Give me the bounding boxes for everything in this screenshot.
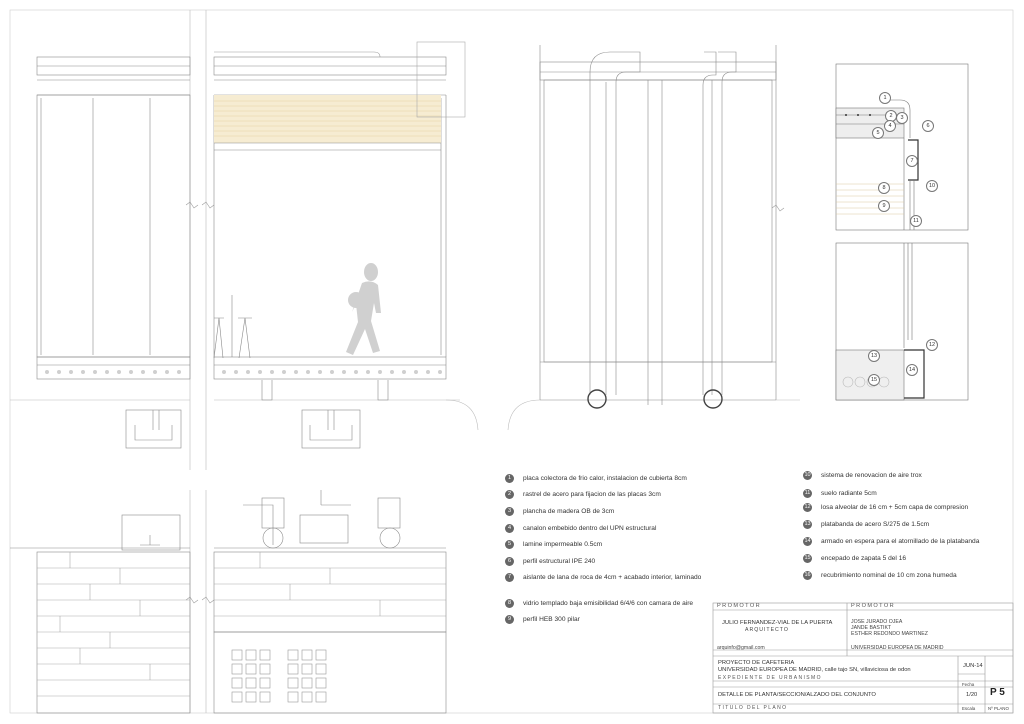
- team-line-3: ESTHER REDONDO MARTINEZ: [851, 631, 928, 637]
- legend-item-6: 6 perfil estructural IPE 240: [505, 555, 595, 567]
- expediente-label: EXPEDIENTE DE URBANISMO: [718, 675, 822, 681]
- escala-label: Escala: [962, 706, 976, 711]
- team-line-1: JOSE JURADO OJEA: [851, 619, 903, 625]
- legend-item-9: 9 perfil HEB 300 pilar: [505, 613, 580, 625]
- detail-drawing-bottom: [836, 243, 968, 400]
- legend-item-11: 11 suelo radiante 5cm: [804, 489, 877, 497]
- legend-item-15: 15 encepado de zapata 5 del 16: [804, 554, 907, 562]
- callout-3: 3: [896, 112, 908, 124]
- legend-item-8: 8 vidrio templado baja emisibilidad 6/4/6 con camara de aire: [505, 597, 693, 609]
- university-small: UNIVERSIDAD EUROPEA DE MADRID: [851, 645, 944, 651]
- callout-15: 15: [868, 374, 880, 386]
- callout-7: 7: [906, 155, 918, 167]
- detail-drawing-top: [836, 64, 968, 230]
- callout-11: 11: [910, 215, 922, 227]
- promotor-label-left: PROMOTOR: [717, 603, 762, 609]
- project-address: UNIVERSIDAD EUROPEA DE MADRID, calle tajo SN, villaviciosa de odon: [718, 667, 911, 673]
- fecha-label: Fecha: [962, 682, 975, 687]
- elevation-drawing-middle: [508, 45, 800, 430]
- callout-14: 14: [906, 364, 918, 376]
- architect-name: JULIO FERNANDEZ-VIAL DE LA PUERTA: [722, 620, 833, 626]
- callout-6: 6: [922, 120, 934, 132]
- callout-10: 10: [926, 180, 938, 192]
- callout-8: 8: [878, 182, 890, 194]
- legend-item-2: 2 rastrel de acero para fijacion de las placas 3cm: [505, 488, 661, 500]
- sheet-number: P 5: [990, 687, 1005, 698]
- email: arquinfo@gmail.com: [717, 645, 765, 651]
- legend-item-3: 3 plancha de madera OB de 3cm: [505, 505, 614, 517]
- section-drawing-left: [10, 10, 478, 470]
- callout-13: 13: [868, 350, 880, 362]
- legend-item-10: 10 sistema de renovacion de aire trox: [804, 471, 922, 479]
- scale: 1/20: [966, 692, 978, 698]
- person-silhouette: [346, 263, 381, 355]
- callout-12: 12: [926, 339, 938, 351]
- legend-item-4: 4 canalon embebido dentro del UPN estructural: [505, 522, 656, 534]
- legend-item-7: 7 aislante de lana de roca de 4cm + acabado interior, laminado: [505, 571, 701, 583]
- titulo-label: TITULO DEL PLANO: [718, 705, 788, 711]
- callout-5: 5: [872, 127, 884, 139]
- plan-title: DETALLE DE PLANTA/SECCION/ALZADO DEL CONJUNTO: [718, 692, 876, 698]
- legend-item-12: 12 losa alveolar de 16 cm + 5cm capa de compresion: [804, 503, 969, 511]
- sheet-label: Nº PLANO: [988, 706, 1009, 711]
- legend-item-14: 14 armado en espera para el atornillado de la platabanda: [804, 537, 980, 545]
- legend-item-1: 1 placa colectora de frio calor, instalacion de cubierta 8cm: [505, 472, 687, 484]
- legend-item-16: 16 recubrimiento nominal de 10 cm zona humeda: [804, 571, 957, 579]
- legend-item-13: 13 platabanda de acero S/275 de 1.5cm: [804, 520, 930, 528]
- architect-role: ARQUITECTO: [745, 627, 789, 633]
- promotor-label-right: PROMOTOR: [851, 603, 896, 609]
- callout-1: 1: [879, 92, 891, 104]
- team-line-2: JANDE BASTIKT: [851, 625, 892, 631]
- legend-item-5: 5 lamine impermeable 0.5cm: [505, 538, 602, 550]
- callout-9: 9: [878, 200, 890, 212]
- elevation-drawing-bottom: [10, 490, 446, 713]
- project-title: PROYECTO DE CAFETERIA: [718, 660, 795, 666]
- callout-4: 4: [884, 120, 896, 132]
- callout-2: 2: [885, 110, 897, 122]
- date: JUN-14: [963, 663, 983, 669]
